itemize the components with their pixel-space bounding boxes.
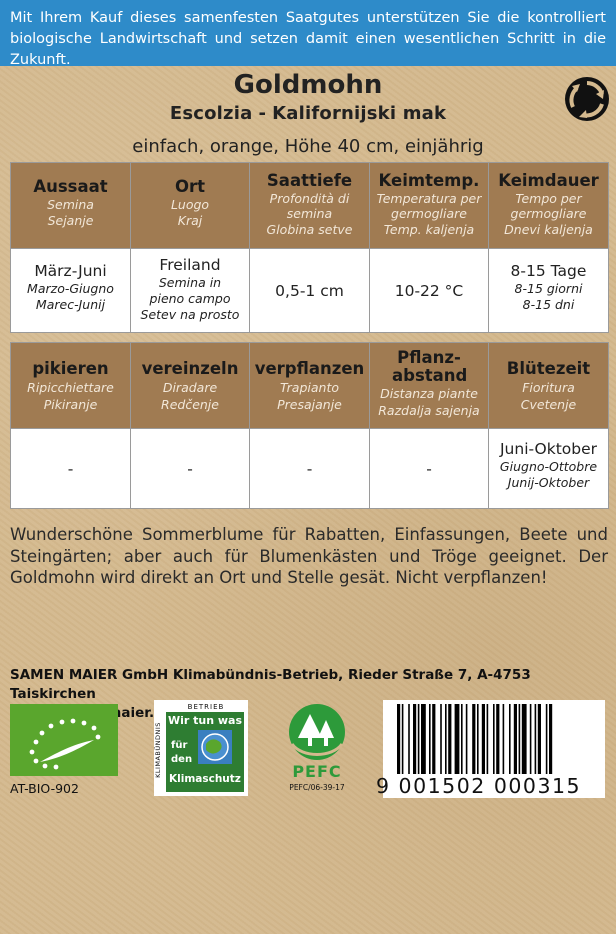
- care-table-header-row: [11, 343, 609, 429]
- value-de: 0,5-1 cm: [275, 281, 344, 300]
- header-cell-vereinzeln: [131, 343, 250, 429]
- barcode-digits: 9 001502 000315: [376, 774, 582, 798]
- value-cell-keimtemp: [370, 249, 489, 333]
- value-cell-bluetezeit: [489, 429, 609, 509]
- product-title-block: [0, 66, 616, 160]
- barcode-bar: [455, 704, 460, 774]
- header-de: Keimtemp.: [378, 171, 480, 190]
- barcode-bar: [445, 704, 447, 774]
- barcode-bar: [408, 704, 410, 774]
- value-de: 10-22 °C: [394, 281, 464, 300]
- header-cell-pikieren: [11, 343, 131, 429]
- barcode-bar: [535, 704, 537, 774]
- header-it: Diradare: [162, 380, 218, 395]
- value-cell-pflanzabstand: [370, 429, 489, 509]
- header-cell-verpflanzen: [250, 343, 370, 429]
- klima-side-label: KLIMABÜNDNIS: [154, 722, 162, 778]
- barcode-bar: [429, 704, 431, 774]
- barcode-bar: [482, 704, 485, 774]
- value-cell-keimdauer: [489, 249, 609, 333]
- value-it: Giugno-Ottobre: [499, 459, 598, 474]
- header-cell-saattiefe: [250, 163, 370, 249]
- barcode-bar: [397, 704, 400, 774]
- value-cell-pikieren: [11, 429, 131, 509]
- header-it: Luogo: [170, 197, 210, 212]
- product-subtitle: [0, 102, 616, 126]
- header-de: Ort: [174, 177, 206, 196]
- header-sl: Redčenje: [161, 397, 219, 412]
- eu-organic-leaf-icon: [10, 704, 118, 776]
- banner-text: Mit Ihrem Kauf dieses samenfesten Saatgutes unterstützen Sie die kontrolliert biologische Landwirtschaft und setzen damit einen wesentlichen Schritt in die Zukunft.: [10, 10, 606, 68]
- header-sl: Sejanje: [47, 213, 94, 228]
- header-sl: Dnevi kaljenja: [504, 222, 593, 237]
- header-it: Profondità di semina: [269, 191, 350, 221]
- klima-line-4: Klimaschutz: [169, 773, 241, 785]
- sowing-table-value-row: [11, 249, 609, 333]
- value-de: März-Juni: [34, 262, 107, 280]
- value-it: Semina in pieno campo: [149, 275, 231, 306]
- value-de: -: [187, 459, 193, 478]
- barcode-bar: [472, 704, 475, 774]
- barcode-bar: [546, 704, 548, 774]
- product-description-paragraph: Wunderschöne Sommerblume für Rabatten, Einfassungen, Beete und Steingärten; aber auch für Blumenkästen und Tröge geeignet. Der Goldmohn wird direkt an Ort und Stelle gesät. Nicht verpflanzen!: [10, 525, 608, 587]
- value-de: -: [426, 459, 432, 478]
- header-de: Blütezeit: [506, 359, 591, 378]
- barcode-bar: [538, 704, 541, 774]
- barcode-bar: [522, 704, 527, 774]
- barcode-bar: [496, 704, 499, 774]
- barcode-bar: [487, 704, 489, 774]
- subtitle-separator: -: [258, 103, 267, 124]
- klima-line-2: für: [171, 740, 188, 751]
- barcode-bar: [440, 704, 442, 774]
- header-cell-pflanzabstand: [370, 343, 489, 429]
- header-it: Trapianto: [279, 380, 339, 395]
- header-sl: Kraj: [177, 213, 203, 228]
- barcode-bar: [503, 704, 505, 774]
- value-cell-vereinzeln: [131, 429, 250, 509]
- barcode-bar: [418, 704, 420, 774]
- barcode-bar: [493, 704, 495, 774]
- value-de: -: [67, 459, 74, 478]
- barcode-bar: [519, 704, 521, 774]
- header-sl: Temp. kaljenja: [383, 222, 475, 237]
- top-banner: [0, 0, 616, 66]
- header-it: Semina: [47, 197, 94, 212]
- klima-line-3: den: [171, 754, 193, 765]
- header-it: Temperatura per germogliare: [376, 191, 482, 221]
- header-it: Distanza piante: [380, 386, 478, 401]
- header-cell-ort: [131, 163, 250, 249]
- barcode-bar: [514, 704, 517, 774]
- value-cell-ort: [131, 249, 250, 333]
- value-de: Freiland: [159, 256, 221, 274]
- bio-control-code: AT-BIO-902: [10, 781, 79, 796]
- sowing-table: [10, 162, 609, 333]
- barcode-bar: [466, 704, 468, 774]
- product-name: Goldmohn: [233, 70, 383, 100]
- header-de: Aussaat: [33, 177, 108, 196]
- barcode-bar: [530, 704, 532, 774]
- header-sl: Pikiranje: [43, 397, 98, 412]
- klimabuendnis-logo: [154, 700, 248, 796]
- header-de: vereinzeln: [141, 359, 239, 378]
- klima-line-1: Wir tun was: [167, 714, 243, 727]
- care-table-value-row: [11, 429, 609, 509]
- value-it: Marzo-Giugno: [27, 281, 114, 296]
- header-de: Saattiefe: [266, 171, 353, 190]
- value-it: 8-15 giorni: [514, 281, 583, 296]
- company-address: SAMEN MAIER GmbH Klimabündnis-Betrieb, Rieder Straße 7, A-4753 Taiskirchen: [10, 667, 531, 702]
- header-cell-bluetezeit: [489, 343, 609, 429]
- value-cell-verpflanzen: [250, 429, 370, 509]
- pefc-tree-icon: [282, 700, 352, 792]
- value-sl: Junij-Oktober: [507, 475, 590, 490]
- product-slovenian-name: Kalifornijski mak: [272, 103, 447, 124]
- barcode-bar: [413, 704, 416, 774]
- product-latin-name: Escolzia: [169, 103, 253, 124]
- header-sl: Cvetenje: [520, 397, 577, 412]
- recycle-icon: [564, 76, 610, 122]
- value-de: Juni-Oktober: [499, 440, 598, 458]
- value-de: 8-15 Tage: [510, 262, 587, 280]
- value-sl: 8-15 dni: [522, 297, 575, 312]
- header-sl: Globina setve: [266, 222, 353, 237]
- header-de: pikieren: [32, 359, 109, 378]
- barcode-bar: [421, 704, 426, 774]
- value-cell-saattiefe: [250, 249, 370, 333]
- pefc-label: PEFC: [292, 762, 342, 781]
- value-sl: Marec-Junij: [35, 297, 106, 312]
- header-de: Keimdauer: [498, 171, 599, 190]
- barcode-bar: [402, 704, 404, 774]
- pefc-code: PEFC/06-39-17: [289, 783, 345, 792]
- barcode-bar: [509, 704, 511, 774]
- header-cell-keimdauer: [489, 163, 609, 249]
- header-it: Ripicchiettare: [27, 380, 114, 395]
- sowing-table-header-row: [11, 163, 609, 249]
- header-sl: Razdalja sajenja: [378, 403, 480, 418]
- header-cell-aussaat: [11, 163, 131, 249]
- header-cell-keimtemp: [370, 163, 489, 249]
- care-table: [10, 342, 609, 509]
- barcode-bar: [477, 704, 479, 774]
- header-it: Fioritura: [522, 380, 575, 395]
- klima-top-label: BETRIEB: [187, 703, 225, 711]
- value-sl: Setev na prosto: [140, 307, 240, 322]
- value-cell-aussaat: [11, 249, 131, 333]
- barcode-bar: [461, 704, 463, 774]
- header-de: verpflanzen: [254, 359, 365, 378]
- value-de: -: [306, 459, 313, 478]
- product-description: einfach, orange, Höhe 40 cm, einjährig: [132, 136, 484, 157]
- header-de: Pflanz- abstand: [392, 348, 468, 385]
- header-it: Tempo per germogliare: [510, 191, 587, 221]
- barcode-bar: [448, 704, 451, 774]
- barcode-bar: [549, 704, 552, 774]
- header-sl: Presajanje: [277, 397, 342, 412]
- barcode-bar: [432, 704, 435, 774]
